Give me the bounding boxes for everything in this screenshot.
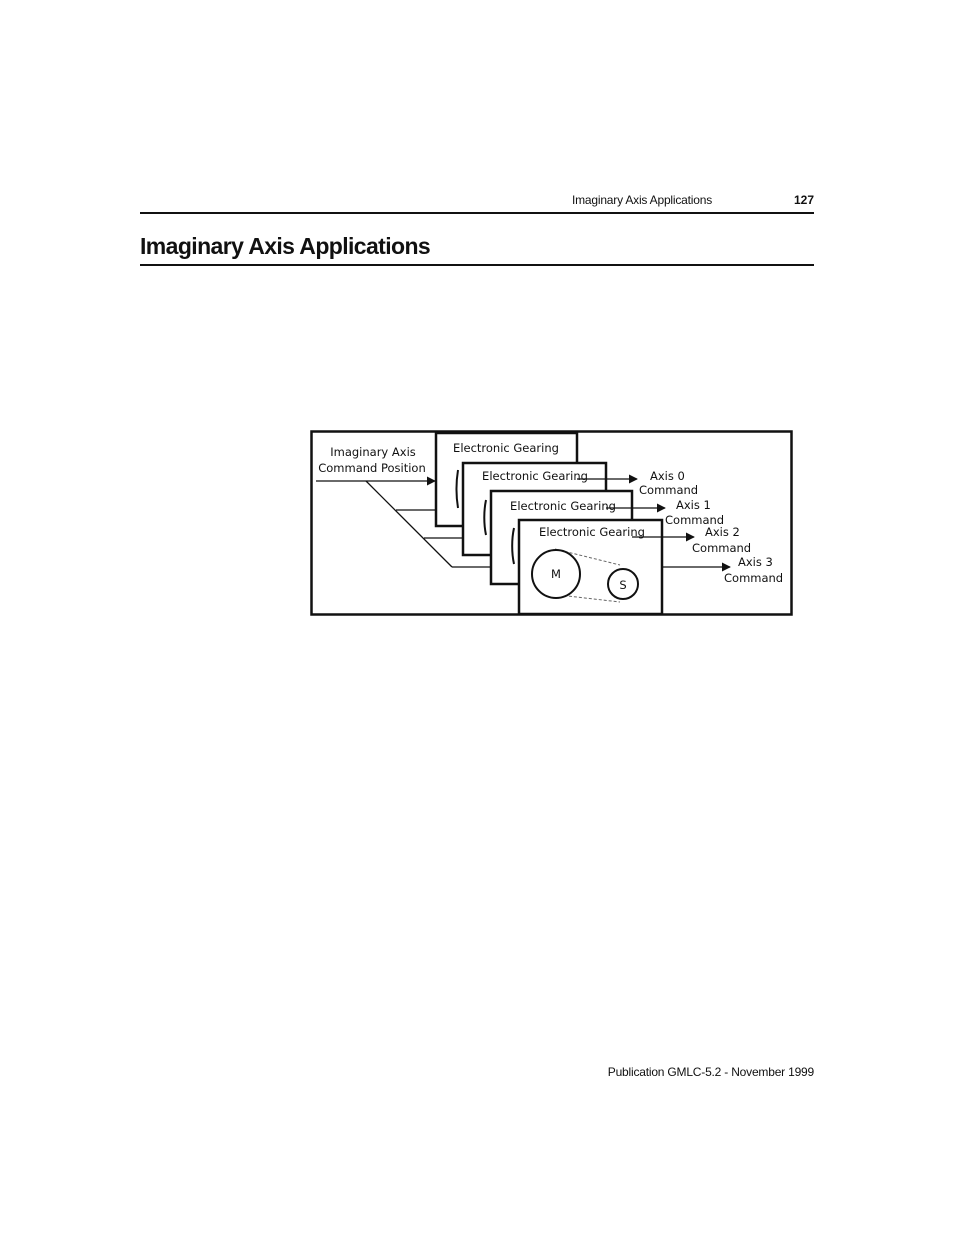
output-0-line1: Axis 0 [650, 469, 685, 483]
output-2-line2: Command [692, 541, 752, 555]
gearing-box-0-label: Electronic Gearing [453, 441, 559, 455]
running-title: Imaginary Axis Applications [571, 193, 712, 207]
output-0-line2: Command [639, 483, 699, 497]
section-title: Imaginary Axis Applications [140, 232, 814, 266]
input-label-line1: Imaginary Axis [330, 445, 416, 459]
gearing-box-2-label: Electronic Gearing [510, 499, 616, 513]
gearing-box-3-label: Electronic Gearing [539, 525, 645, 539]
running-header [140, 192, 814, 214]
output-1-line1: Axis 1 [676, 498, 711, 512]
gearing-diagram [310, 430, 794, 617]
output-3-line2: Command [724, 571, 784, 585]
output-2-line1: Axis 2 [705, 525, 740, 539]
output-1-line2: Command [665, 513, 725, 527]
output-3-line1: Axis 3 [738, 555, 773, 569]
master-label: M [551, 567, 561, 581]
input-label-line2: Command Position [318, 461, 426, 475]
gearing-box-1-label: Electronic Gearing [482, 469, 588, 483]
slave-label: S [619, 578, 627, 592]
electronic-gearing-figure [310, 430, 794, 617]
page-number: 127 [793, 193, 814, 207]
publication-footer: Publication GMLC-5.2 - November 1999 [607, 1065, 814, 1079]
